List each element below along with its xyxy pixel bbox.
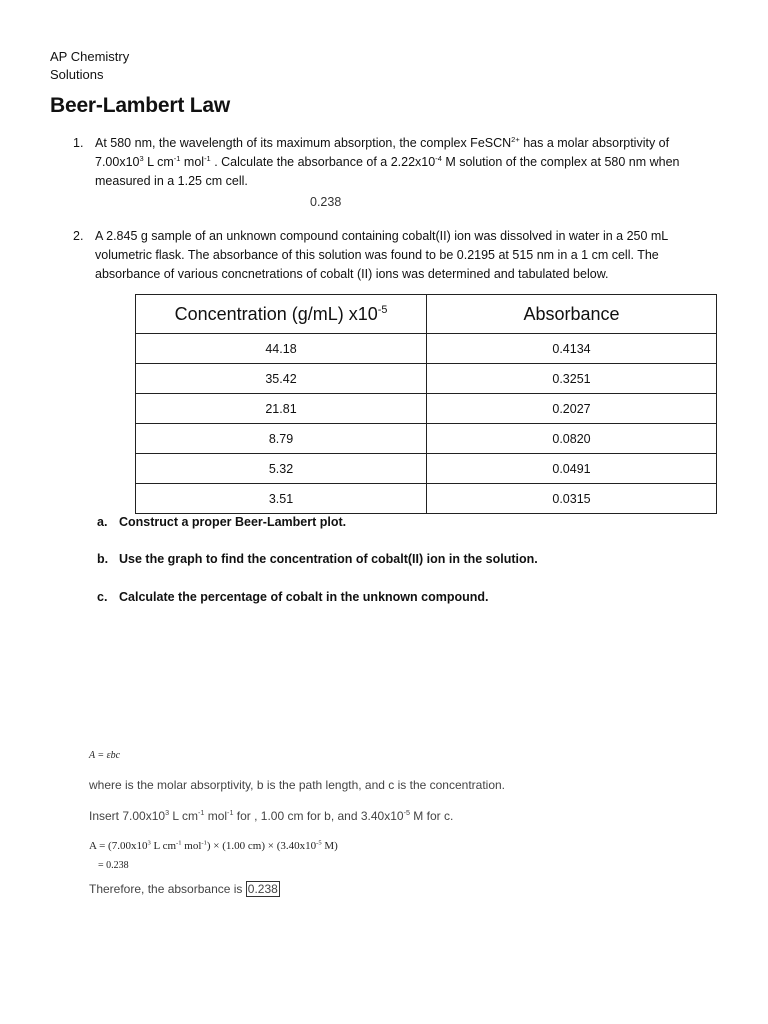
- table-cell-absorbance: 0.0491: [427, 454, 717, 484]
- table-cell-concentration: 3.51: [136, 484, 427, 514]
- solution-where-line: where is the molar absorptivity, b is the path length, and c is the concentration.: [89, 778, 506, 792]
- question-1-line-2: $7.00x10^3$ L $cm^{-1}$ mol$^{-1}$ . Calculate the absorbance of a $2.22x10^{-4}$ M solution of the complex at 580 nm when: [95, 153, 680, 169]
- table-row: [136, 334, 717, 364]
- table-cell-absorbance: 0.4134: [427, 334, 717, 364]
- question-1-line-1: At 580 nm, the wavelength of its maximum absorption, the complex FeSCN$^{2+}$ has a molar absorptivity of: [95, 134, 670, 150]
- question-2: [73, 227, 713, 287]
- table-cell-absorbance: 0.3251: [427, 364, 717, 394]
- table-row: [136, 484, 717, 514]
- solution-answer-box: 0.238: [247, 882, 278, 896]
- course-label: AP Chemistry: [50, 49, 130, 64]
- table-row: [136, 424, 717, 454]
- subquestion-b: [97, 552, 697, 570]
- table-cell-absorbance: 0.0315: [427, 484, 717, 514]
- table-row: [136, 454, 717, 484]
- table-cell-concentration: 35.42: [136, 364, 427, 394]
- question-2-number: 2.: [73, 229, 84, 243]
- subquestion-b-text: Use the graph to find the concentration of cobalt(II) ion in the solution.: [119, 552, 538, 566]
- subquestion-b-letter: b.: [97, 552, 109, 566]
- question-1-text: [95, 134, 695, 191]
- subquestion-a: [97, 515, 697, 533]
- data-table: [135, 294, 717, 514]
- page-title: Beer-Lambert Law: [50, 94, 231, 117]
- question-2-line-1: A 2.845 g sample of an unknown compound containing cobalt(II) ion was dissolved in water in a 250 mL: [95, 229, 669, 243]
- subquestion-a-letter: a.: [97, 515, 108, 529]
- table-cell-absorbance: 0.2027: [427, 394, 717, 424]
- subquestion-a-text: Construct a proper Beer-Lambert plot.: [119, 515, 347, 529]
- table-cell-absorbance: 0.0820: [427, 424, 717, 454]
- course-subtitle: Solutions: [50, 67, 104, 82]
- table-cell-concentration: 8.79: [136, 424, 427, 454]
- solution-formula: A = εbc: [89, 750, 121, 761]
- question-1: [73, 134, 713, 194]
- table-header-concentration: Concentration (g/mL) $x10^{-5}$: [136, 295, 427, 334]
- table-row: [136, 364, 717, 394]
- question-2-line-2: volumetric flask. The absorbance of this solution was found to be 0.2195 at 515 nm in a 1 cm cell. The: [95, 248, 659, 262]
- subquestion-c: [97, 590, 697, 608]
- solution-equation-result: = 0.238: [98, 860, 129, 871]
- table-header-row: [136, 295, 717, 334]
- solution-equation: $A = (7.00x10^3$ L $cm^{-1}$ mol$^{-1}$) × (1.00 $cm) \times (3.40x10^{-5}$ M): [89, 839, 338, 852]
- table-cell-concentration: 44.18: [136, 334, 427, 364]
- question-1-line-3: measured in a 1.25 cm cell.: [95, 174, 248, 188]
- table-cell-concentration: 21.81: [136, 394, 427, 424]
- table-cell-concentration: 5.32: [136, 454, 427, 484]
- subquestion-c-text: Calculate the percentage of cobalt in the unknown compound.: [119, 590, 489, 604]
- solution-insert-line: Insert $7.00x10^3$ L $cm^{-1}$ mol$^{-1}$ for , 1.00 cm for b, and $3.40x10^{-5}$ M for c.: [89, 808, 454, 823]
- question-2-text: [95, 227, 695, 284]
- subquestion-c-letter: c.: [97, 590, 108, 604]
- question-1-answer: 0.238: [310, 195, 342, 209]
- question-2-line-3: absorbance of various concnetrations of cobalt (II) ions was determined and tabulated below.: [95, 267, 609, 281]
- table-row: [136, 394, 717, 424]
- question-1-number: 1.: [73, 136, 84, 150]
- table-header-absorbance: Absorbance: [427, 295, 717, 334]
- solution-therefore-line: Therefore, the absorbance is 0.238: [89, 882, 278, 896]
